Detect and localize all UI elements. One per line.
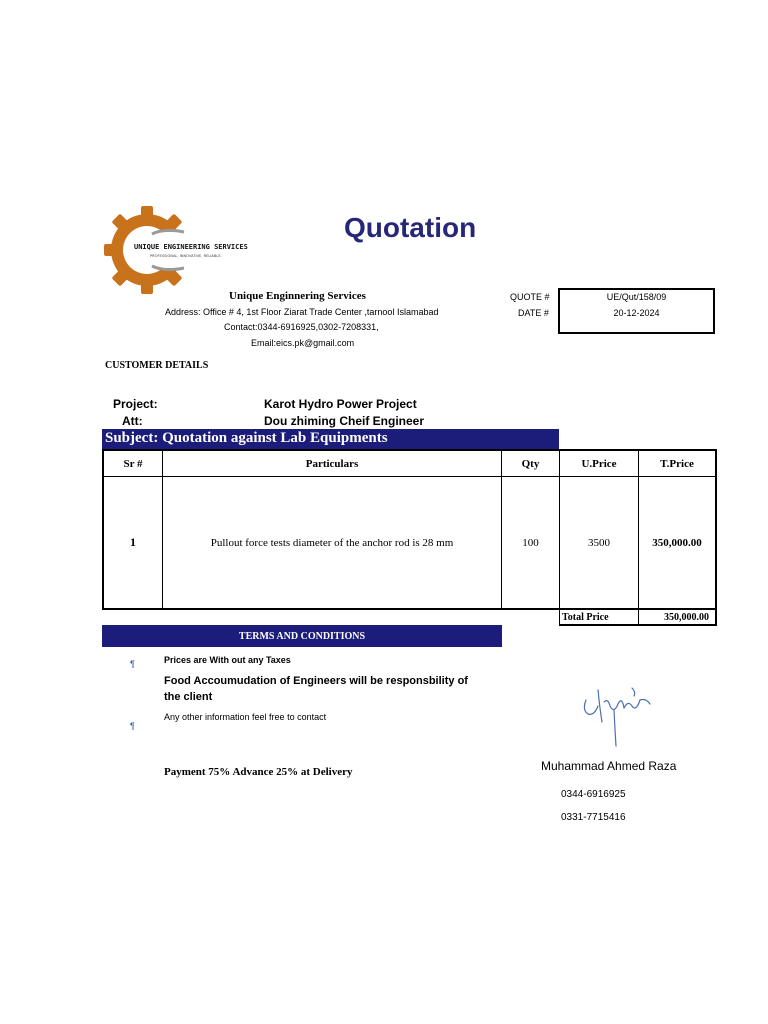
terms-heading: TERMS AND CONDITIONS: [102, 625, 502, 647]
term-item: Prices are With out any Taxes: [164, 655, 291, 665]
subject-text: Subject: Quotation against Lab Equipments: [105, 430, 388, 446]
cell-qty: 100: [501, 476, 560, 610]
header-sr: Sr #: [102, 449, 163, 477]
header-unit-price: U.Price: [559, 449, 639, 477]
signatory-name: Muhammad Ahmed Raza: [541, 759, 677, 773]
header-total-price: T.Price: [638, 449, 717, 477]
quote-number-label: QUOTE #: [510, 292, 550, 302]
company-contact: Contact:0344-6916925,0302-7208331,: [224, 322, 379, 332]
term-item: Food Accoumudation of Engineers will be responsbility of the client: [164, 675, 468, 703]
attention-label: Att:: [122, 414, 143, 428]
signatory-phone-1: 0344-6916925: [561, 789, 626, 800]
total-price-label: Total Price: [559, 609, 639, 626]
cell-particulars: Pullout force tests diameter of the anchor rod is 28 mm: [162, 476, 502, 610]
company-email: Email:eics.pk@gmail.com: [251, 338, 355, 348]
company-address: Address: Office # 4, 1st Floor Ziarat Trade Center ,tarnool Islamabad: [165, 307, 439, 317]
cell-total-price: 350,000.00: [638, 476, 717, 610]
date-label: DATE #: [518, 308, 549, 318]
signatory-phone-2: 0331-7715416: [561, 812, 626, 823]
header-qty: Qty: [501, 449, 560, 477]
attention-value: Dou zhiming Cheif Engineer: [264, 414, 425, 428]
logo-tagline: PROFESSIONAL, INNOVATIVE, RELIABLE.: [150, 254, 222, 258]
project-value: Karot Hydro Power Project: [264, 397, 417, 411]
quote-date-value: 20-12-2024: [613, 308, 660, 318]
project-label: Project:: [113, 397, 158, 411]
logo-company-text: UNIQUE ENGINEERING SERVICES: [134, 243, 248, 251]
header-particulars: Particulars: [162, 449, 502, 477]
page-title: Quotation: [344, 212, 477, 243]
paragraph-mark: ¶: [130, 659, 135, 669]
cell-unit-price: 3500: [559, 476, 639, 610]
paragraph-mark: ¶: [130, 721, 135, 731]
company-logo: [104, 204, 254, 296]
quote-number-value: UE/Qut/158/09: [606, 292, 667, 302]
signature-image: [574, 670, 664, 750]
total-price-value: 350,000.00: [638, 609, 717, 626]
company-name: Unique Enginnering Services: [229, 290, 366, 302]
term-item: Any other information feel free to contact: [164, 712, 327, 722]
payment-terms: Payment 75% Advance 25% at Delivery: [164, 766, 353, 778]
customer-details-heading: CUSTOMER DETAILS: [105, 360, 209, 371]
cell-sr: 1: [102, 476, 163, 610]
